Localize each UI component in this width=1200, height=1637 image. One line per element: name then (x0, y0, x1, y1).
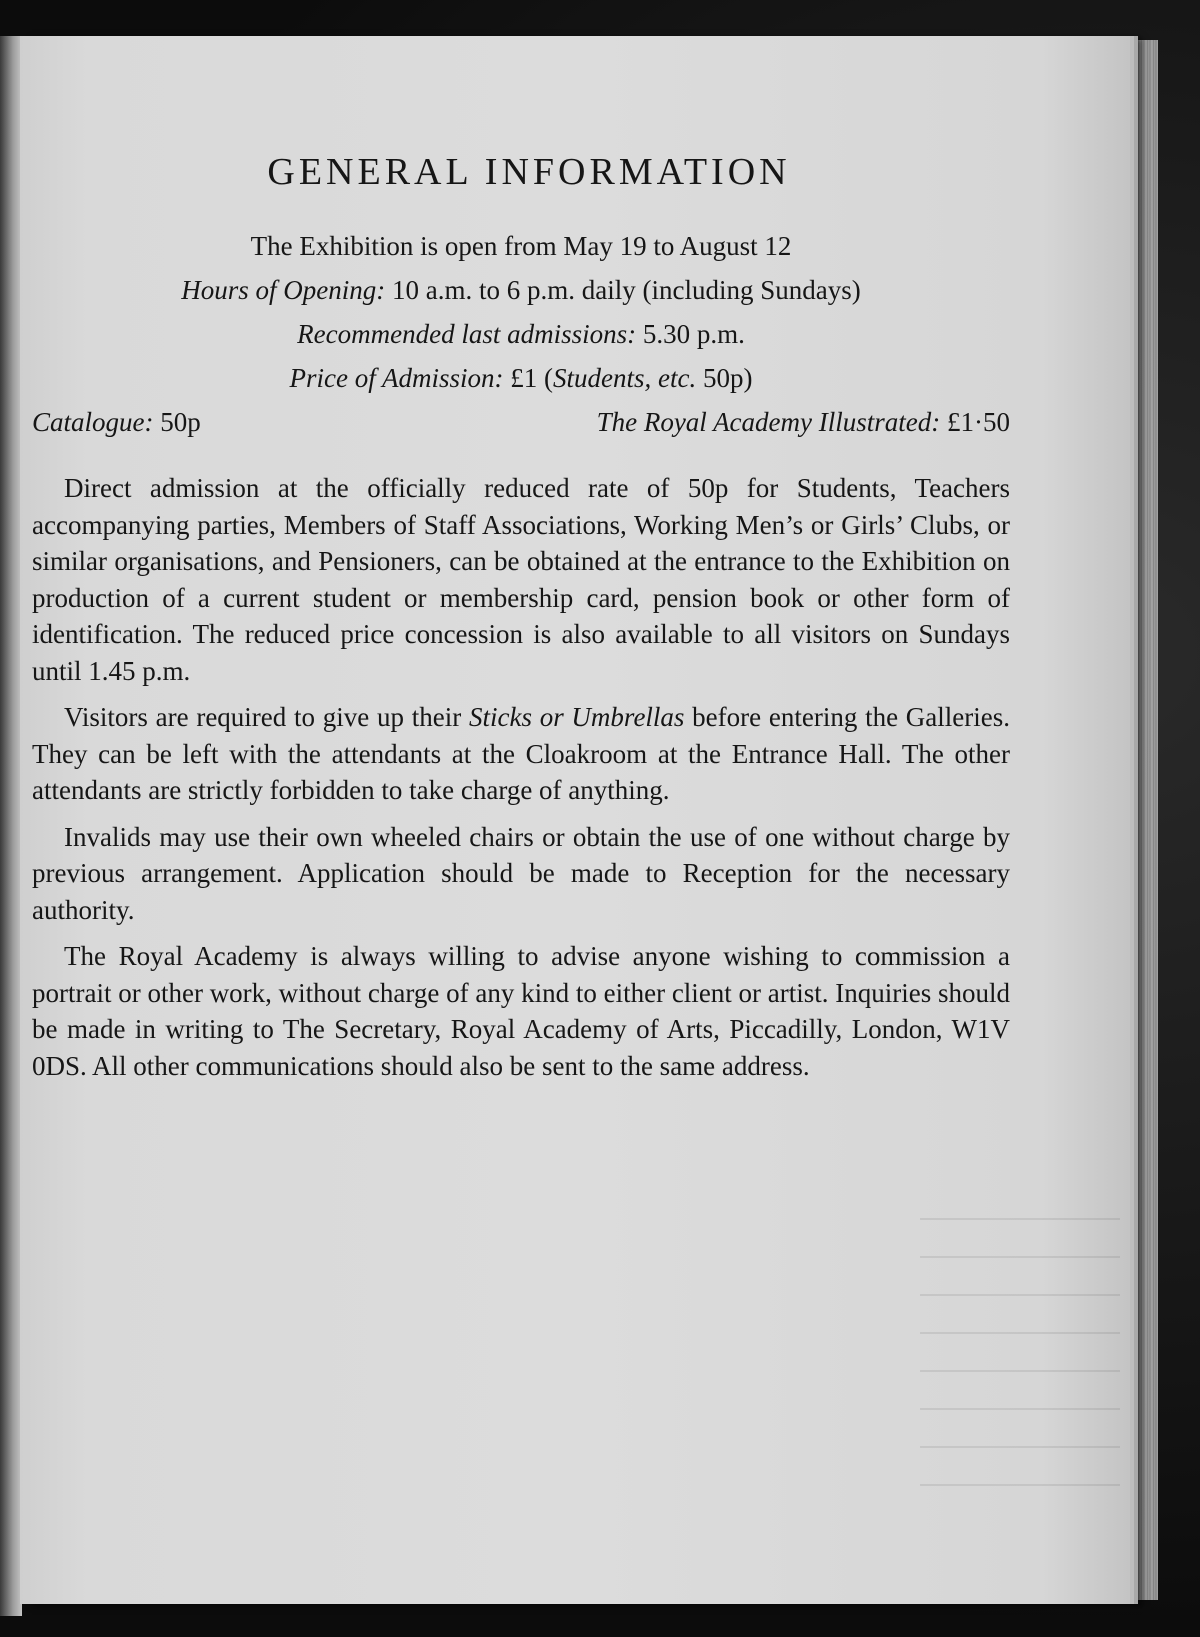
illustrated-label: The Royal Academy Illustrated: (596, 407, 941, 437)
illustrated-price: £1·50 (947, 407, 1010, 437)
invalids-paragraph: Invalids may use their own wheeled chairs or obtain the use of one without charge by previous arrangement. Application should be made to Reception for the necessary authority. (32, 821, 1010, 925)
price-value: £1 ( (510, 363, 553, 393)
hours-label: Hours of Opening: (181, 275, 386, 305)
catalogue-label: Catalogue: (32, 407, 154, 437)
page-title: GENERAL INFORMATION (267, 151, 791, 193)
illustrated-info (597, 400, 1010, 444)
binding-edge (0, 36, 22, 1616)
portrait-commission-paragraph: The Royal Academy is always willing to advise anyone wishing to commission a portrait or other work, without charge of any kind to either client or artist. Inquiries should be made in writing to The Secretary, Royal Academy of Arts, Piccadilly, London, W1V 0DS. All other communications should also be sent to the same address. (32, 941, 1011, 1081)
sticks-text-after: before entering the Galleries. They can be left with the attendants at the Cloakroom at the Entrance Hall. The other attendants are strictly forbidden to take charge of anything. (32, 702, 1011, 805)
price-students-label: Students, etc. (553, 363, 697, 393)
page-stack-edge (1130, 40, 1158, 1600)
sticks-text-before: Visitors are required to give up their (64, 702, 469, 732)
catalogue-price: 50p (160, 407, 201, 437)
sticks-umbrellas-paragraph (32, 699, 1010, 809)
last-admission-value: 5.30 p.m. (642, 319, 745, 349)
price-student-value: 50p) (702, 363, 753, 393)
price-of-admission (32, 356, 1010, 400)
hours-of-opening (32, 268, 1010, 312)
reduced-rate-paragraph: Direct admission at the officially reduced rate of 50p for Students, Teachers accompanying parties, Members of Staff Associations, Working Men’s or Girls’ Clubs, or similar organisations, and Pensioners, can be obtained at the entrance to the Exhibition on production of a current student or membership card, pension book or other form of identification. The reduced price concession is also available to all visitors on Sundays until 1.45 p.m. (32, 473, 1010, 686)
exhibition-dates: The Exhibition is open from May 19 to August 12 (250, 231, 792, 261)
general-information-section (32, 150, 1010, 1094)
last-admission-label: Recommended last admissions: (297, 319, 637, 349)
price-label: Price of Admission: (289, 363, 504, 393)
last-admissions (32, 312, 1010, 356)
catalogue-info (32, 400, 201, 444)
bleed-through-text (920, 1186, 1120, 1486)
catalogue-line (32, 400, 1010, 444)
sticks-umbrellas-emphasis: Sticks or Umbrellas (468, 702, 685, 732)
hours-value: 10 a.m. to 6 p.m. daily (including Sundays) (392, 275, 861, 305)
